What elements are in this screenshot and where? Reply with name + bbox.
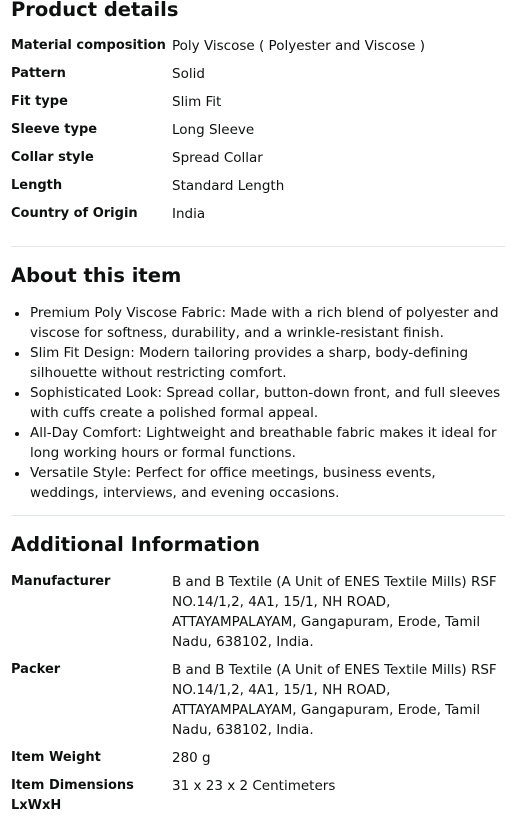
detail-row-sleeve-type (11, 120, 506, 140)
detail-row-length (11, 176, 506, 196)
detail-row-country-of-origin (11, 204, 506, 224)
section-divider (11, 246, 505, 247)
detail-value: Poly Viscose ( Polyester and Viscose ) (172, 38, 425, 54)
section-divider (11, 515, 505, 516)
detail-label: Material composition (11, 38, 166, 53)
detail-value: Long Sleeve (172, 122, 255, 138)
product-details-table (11, 36, 506, 224)
list-item: Sophisticated Look: Spread collar, button-down front, and full sleeves with cuffs create a polished formal appeal. (11, 383, 507, 423)
detail-label: Pattern (11, 66, 66, 81)
list-item: All-Day Comfort: Lightweight and breathable fabric makes it ideal for long working hours or formal functions. (11, 423, 507, 463)
detail-label: Sleeve type (11, 122, 98, 137)
product-details-title: Product details (11, 0, 179, 21)
info-label: Item Weight (11, 750, 101, 765)
about-this-item-title: About this item (11, 264, 182, 287)
about-bullet-list (11, 303, 507, 503)
info-label: Manufacturer (11, 574, 111, 589)
detail-row-material (11, 36, 506, 56)
detail-value: India (172, 206, 206, 222)
info-row-packer (11, 660, 506, 740)
list-item: Slim Fit Design: Modern tailoring provides a sharp, body-defining silhouette without restricting comfort. (11, 343, 507, 383)
info-label: Item Dimensions LxWxH (11, 778, 134, 813)
detail-value: Slim Fit (172, 94, 222, 110)
info-value: 31 x 23 x 2 Centimeters (172, 778, 336, 794)
additional-information-title: Additional Information (11, 533, 261, 556)
list-item: Premium Poly Viscose Fabric: Made with a rich blend of polyester and viscose for softness, durability, and a wrinkle-resistant finish. (11, 303, 507, 343)
detail-label: Collar style (11, 150, 94, 165)
detail-value: Spread Collar (172, 150, 263, 166)
info-value: 280 g (172, 750, 211, 766)
info-value: B and B Textile (A Unit of ENES Textile Mills) RSF NO.14/1,2, 4A1, 15/1, NH ROAD, ATTAYAMPALAYAM, Gangapuram, Erode, Tamil Nadu, 638102, India. (172, 662, 497, 738)
detail-label: Length (11, 178, 63, 193)
detail-value: Standard Length (172, 178, 285, 194)
info-label: Packer (11, 662, 61, 677)
info-row-item-dimensions (11, 776, 506, 816)
info-value: B and B Textile (A Unit of ENES Textile Mills) RSF NO.14/1,2, 4A1, 15/1, NH ROAD, ATTAYAMPALAYAM, Gangapuram, Erode, Tamil Nadu, 638102, India. (172, 574, 497, 650)
detail-value: Solid (172, 66, 205, 82)
additional-info-table (11, 572, 506, 816)
list-item: Versatile Style: Perfect for office meetings, business events, weddings, interviews, and evening occasions. (11, 463, 507, 503)
detail-row-fit-type (11, 92, 506, 112)
detail-label: Country of Origin (11, 206, 138, 221)
detail-row-collar-style (11, 148, 506, 168)
detail-row-pattern (11, 64, 506, 84)
info-row-item-weight (11, 748, 506, 768)
info-row-manufacturer (11, 572, 506, 652)
detail-label: Fit type (11, 94, 68, 109)
